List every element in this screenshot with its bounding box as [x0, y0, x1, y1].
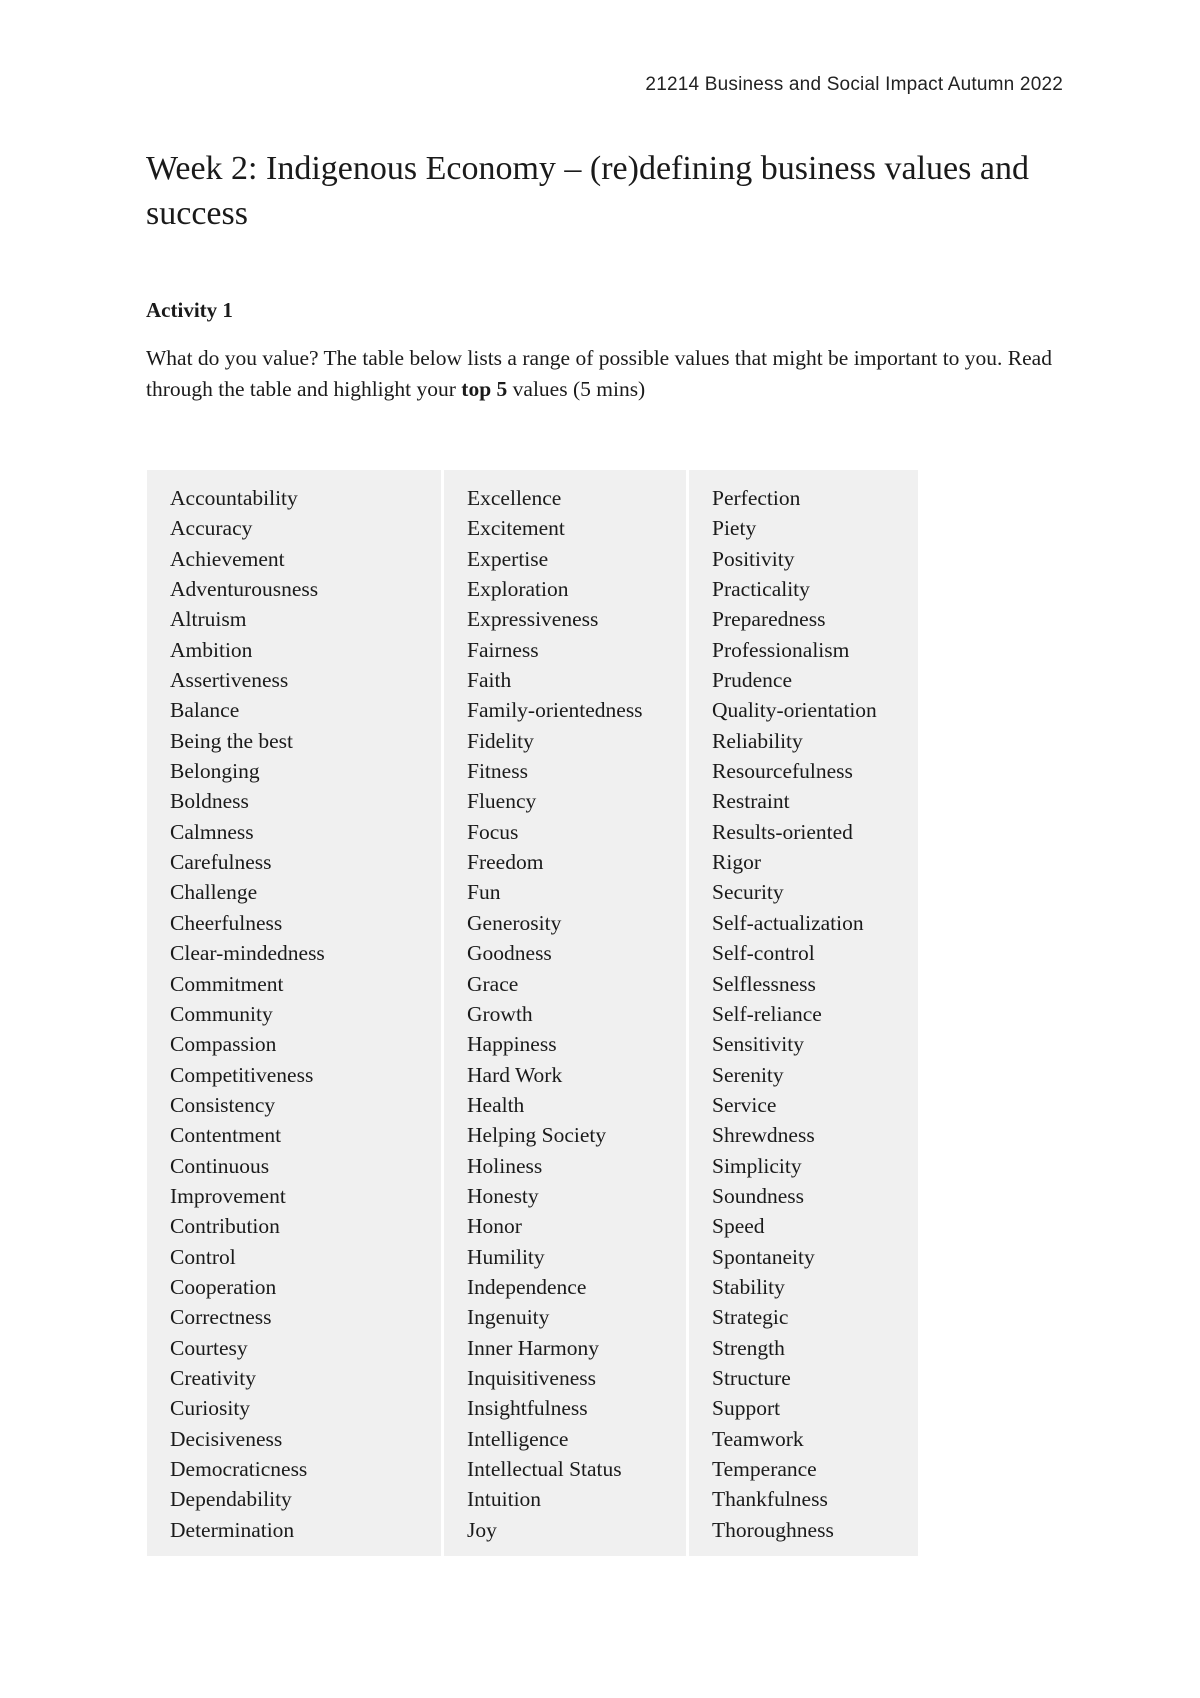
value-item: Fairness [467, 637, 539, 662]
value-item: Self-control [712, 941, 815, 966]
value-item: Accuracy [170, 516, 253, 541]
value-item: Security [712, 880, 784, 905]
value-item: Honor [467, 1214, 522, 1239]
value-item: Continuous [170, 1153, 270, 1178]
instructions-emphasis: top 5 [461, 377, 508, 401]
value-item: Simplicity [712, 1153, 802, 1178]
value-item: Competitiveness [170, 1062, 314, 1087]
values-column-1 [147, 470, 441, 1556]
value-item: Fitness [467, 759, 528, 784]
value-item: Restraint [712, 789, 790, 814]
value-item: Humility [467, 1244, 545, 1269]
value-item: Boldness [170, 789, 249, 814]
value-item: Contribution [170, 1214, 280, 1239]
value-item: Piety [712, 516, 757, 541]
value-item: Hard Work [467, 1062, 563, 1087]
value-item: Health [467, 1092, 525, 1117]
value-item: Service [712, 1092, 777, 1117]
value-item: Belonging [170, 759, 260, 784]
value-item: Shrewdness [712, 1123, 815, 1148]
value-item: Reliability [712, 728, 803, 753]
value-item: Self-reliance [712, 1001, 822, 1026]
value-item: Commitment [170, 971, 284, 996]
value-item: Holiness [467, 1153, 543, 1178]
value-item: Intelligence [467, 1426, 569, 1451]
value-item: Creativity [170, 1365, 256, 1390]
value-item: Expertise [467, 546, 549, 571]
value-item: Cheerfulness [170, 910, 283, 935]
value-item: Community [170, 1001, 273, 1026]
value-item: Perfection [712, 486, 801, 510]
value-item: Insightfulness [467, 1396, 588, 1421]
instructions-text-start: What do you value? The table below lists a range of possible values that might be important to you. Read through the table and highlight your [146, 346, 1052, 401]
value-item: Goodness [467, 941, 552, 966]
value-item: Courtesy [170, 1335, 248, 1360]
value-item: Consistency [170, 1092, 276, 1117]
value-item: Structure [712, 1365, 791, 1390]
value-item: Strength [712, 1335, 785, 1360]
value-item: Achievement [170, 546, 285, 571]
value-item: Determination [170, 1517, 295, 1542]
value-item: Compassion [170, 1032, 277, 1057]
value-item: Prudence [712, 668, 792, 693]
value-item: Fluency [467, 789, 537, 814]
activity-instructions [146, 343, 1066, 405]
value-item: Fun [467, 880, 501, 905]
value-item: Adventurousness [170, 577, 319, 602]
value-item: Assertiveness [170, 668, 289, 693]
value-item: Control [170, 1244, 236, 1269]
values-column-2 [444, 470, 686, 1556]
value-item: Democraticness [170, 1457, 308, 1481]
value-item: Focus [467, 819, 519, 844]
value-item: Rigor [712, 850, 761, 875]
value-item: Results-oriented [712, 819, 853, 844]
course-header: 21214 Business and Social Impact Autumn 2022 [645, 74, 1063, 95]
value-item: Cooperation [170, 1274, 277, 1299]
value-item: Serenity [712, 1062, 784, 1087]
value-item: Strategic [712, 1305, 789, 1330]
value-item: Grace [467, 971, 519, 996]
value-item: Clear-mindedness [170, 941, 325, 966]
value-item: Balance [170, 698, 240, 723]
value-item: Accountability [170, 486, 298, 510]
instructions-text-end: values (5 mins) [507, 377, 646, 401]
value-item: Selflessness [712, 971, 816, 996]
activity-heading: Activity 1 [146, 298, 233, 322]
value-item: Intuition [467, 1487, 542, 1512]
value-item: Happiness [467, 1032, 557, 1057]
value-item: Joy [467, 1517, 497, 1542]
value-item: Honesty [467, 1183, 539, 1208]
value-item: Calmness [170, 819, 254, 844]
value-item: Professionalism [712, 637, 850, 662]
value-item: Spontaneity [712, 1244, 815, 1269]
value-item: Generosity [467, 910, 562, 935]
value-item: Ingenuity [467, 1305, 550, 1330]
value-item: Correctness [170, 1305, 272, 1330]
value-item: Dependability [170, 1487, 292, 1512]
values-column-3 [689, 470, 918, 1556]
value-item: Challenge [170, 880, 258, 905]
value-item: Freedom [467, 850, 544, 875]
value-item: Soundness [712, 1183, 804, 1208]
value-item: Resourcefulness [712, 759, 853, 784]
value-item: Independence [467, 1274, 587, 1299]
value-item: Preparedness [712, 607, 826, 632]
value-item: Growth [467, 1001, 533, 1026]
value-item: Decisiveness [170, 1426, 283, 1451]
value-item: Exploration [467, 577, 569, 602]
value-item: Being the best [170, 728, 294, 753]
value-item: Teamwork [712, 1426, 804, 1451]
value-item: Quality-orientation [712, 698, 877, 723]
value-item: Fidelity [467, 728, 534, 753]
value-item: Thankfulness [712, 1487, 828, 1512]
value-item: Inquisitiveness [467, 1365, 596, 1390]
value-item: Excellence [467, 486, 562, 510]
value-item: Contentment [170, 1123, 282, 1148]
value-item: Ambition [170, 637, 253, 662]
value-item: Self-actualization [712, 910, 864, 935]
value-item: Helping Society [467, 1123, 607, 1148]
value-item: Excitement [467, 516, 565, 541]
page-title: Week 2: Indigenous Economy – (re)defining business values and success [146, 150, 1029, 232]
value-item: Faith [467, 668, 512, 693]
value-item: Inner Harmony [467, 1335, 599, 1360]
value-item: Carefulness [170, 850, 272, 875]
value-item: Speed [712, 1214, 765, 1239]
value-item: Curiosity [170, 1396, 251, 1421]
value-item: Positivity [712, 546, 795, 571]
value-item: Thoroughness [712, 1517, 834, 1542]
value-item: Support [712, 1396, 781, 1421]
value-item: Improvement [170, 1183, 286, 1208]
value-item: Stability [712, 1274, 785, 1299]
value-item: Intellectual Status [467, 1457, 622, 1481]
values-table [147, 470, 918, 1556]
value-item: Practicality [712, 577, 810, 602]
value-item: Altruism [170, 607, 247, 632]
value-item: Sensitivity [712, 1032, 804, 1057]
value-item: Family-orientedness [467, 698, 643, 723]
value-item: Expressiveness [467, 607, 599, 632]
value-item: Temperance [712, 1457, 817, 1481]
